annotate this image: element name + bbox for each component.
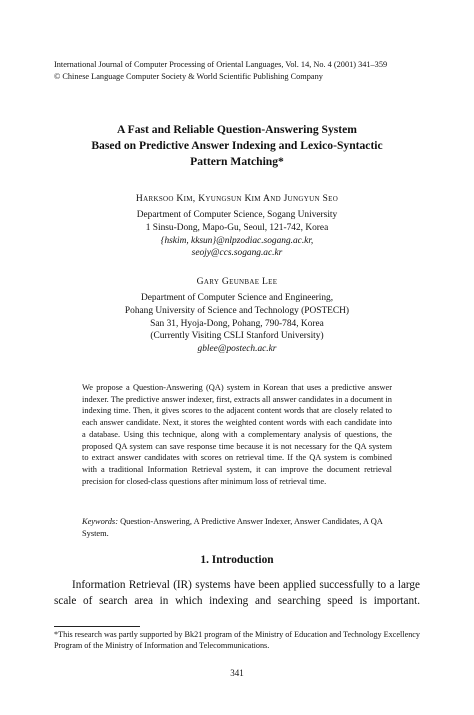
author-names-1: Harksoo Kim, Kyungsun Kim And Jungyun Seo	[135, 193, 339, 204]
abstract-text: We propose a Question-Answering (QA) system in Korean that uses a predictive answer indexer. The predictive answer indexer, first, extracts all answer candidates in a document in indexing time. Then, it gives scores to the adjacent content words that are closely related to each answer candidate. Next, it stores the weighted content words with each candidate into a database. Using this technique, along with a complementary analysis of questions, the proposed QA system can save response time because it is not necessary for the QA system to extract answer candidates with scores on retrieval time. If the QA system is combined with a traditional Information Retrieval system, it can improve the document retrieval precision for closed-class questions after minimum loss of retrieval time.	[82, 383, 392, 486]
affiliation-block-2	[40, 292, 434, 356]
paper-title	[40, 122, 434, 170]
intro-paragraph	[54, 577, 420, 609]
affiliation-line: Department of Computer Science, Sogang University	[136, 210, 338, 220]
visiting-note: (Currently Visiting CSLI Stanford University)	[150, 331, 324, 342]
address-line: 1 Sinsu-Dong, Mapo-Gu, Seoul, 121-742, Korea	[145, 222, 329, 233]
section-heading: 1. Introduction	[200, 554, 274, 566]
keywords-text: Question-Answering, A Predictive Answer Indexer, Answer Candidates, A QA System.	[82, 517, 383, 538]
affiliation-block-1	[40, 209, 434, 260]
title-line-1: A Fast and Reliable Question-Answering System	[117, 123, 357, 136]
intro-line-1: Information Retrieval (IR) systems have been applied successfully to a large	[72, 579, 420, 591]
page-number: 341	[230, 668, 244, 678]
journal-citation: International Journal of Computer Processing of Oriental Languages, Vol. 14, No. 4 (2001) 341–359	[54, 60, 388, 69]
journal-header	[54, 59, 387, 82]
email-line: {hskim, kksun}@nlpzodiac.sogang.ac.kr,	[160, 235, 314, 246]
title-line-3: Pattern Matching*	[190, 155, 284, 168]
keywords-label: Keywords:	[82, 517, 118, 526]
footnote-text: *This research was partly supported by Bk21 program of the Ministry of Education and Technology Excellency Program of the Ministry of Information and Telecommunications.	[54, 630, 421, 651]
intro-line-2: scale of search area in which indexing and searching speed is important.	[54, 595, 420, 607]
footnote-rule	[54, 626, 140, 627]
title-line-2: Based on Predictive Answer Indexing and Lexico-Syntactic	[91, 139, 383, 152]
keywords	[82, 516, 392, 539]
author-names-2: Gary Geunbae Lee	[196, 276, 278, 287]
copyright-line: © Chinese Language Computer Society & World Scientific Publishing Company	[54, 71, 323, 81]
affiliation-line: Department of Computer Science and Engineering,	[140, 293, 334, 303]
address-line: San 31, Hyoja-Dong, Pohang, 790-784, Korea	[150, 318, 324, 329]
affiliation-line: Pohang University of Science and Technology (POSTECH)	[124, 305, 350, 316]
email-line: gblee@postech.ac.kr	[197, 344, 277, 355]
email-line: seojy@ccs.sogang.ac.kr	[191, 248, 283, 259]
